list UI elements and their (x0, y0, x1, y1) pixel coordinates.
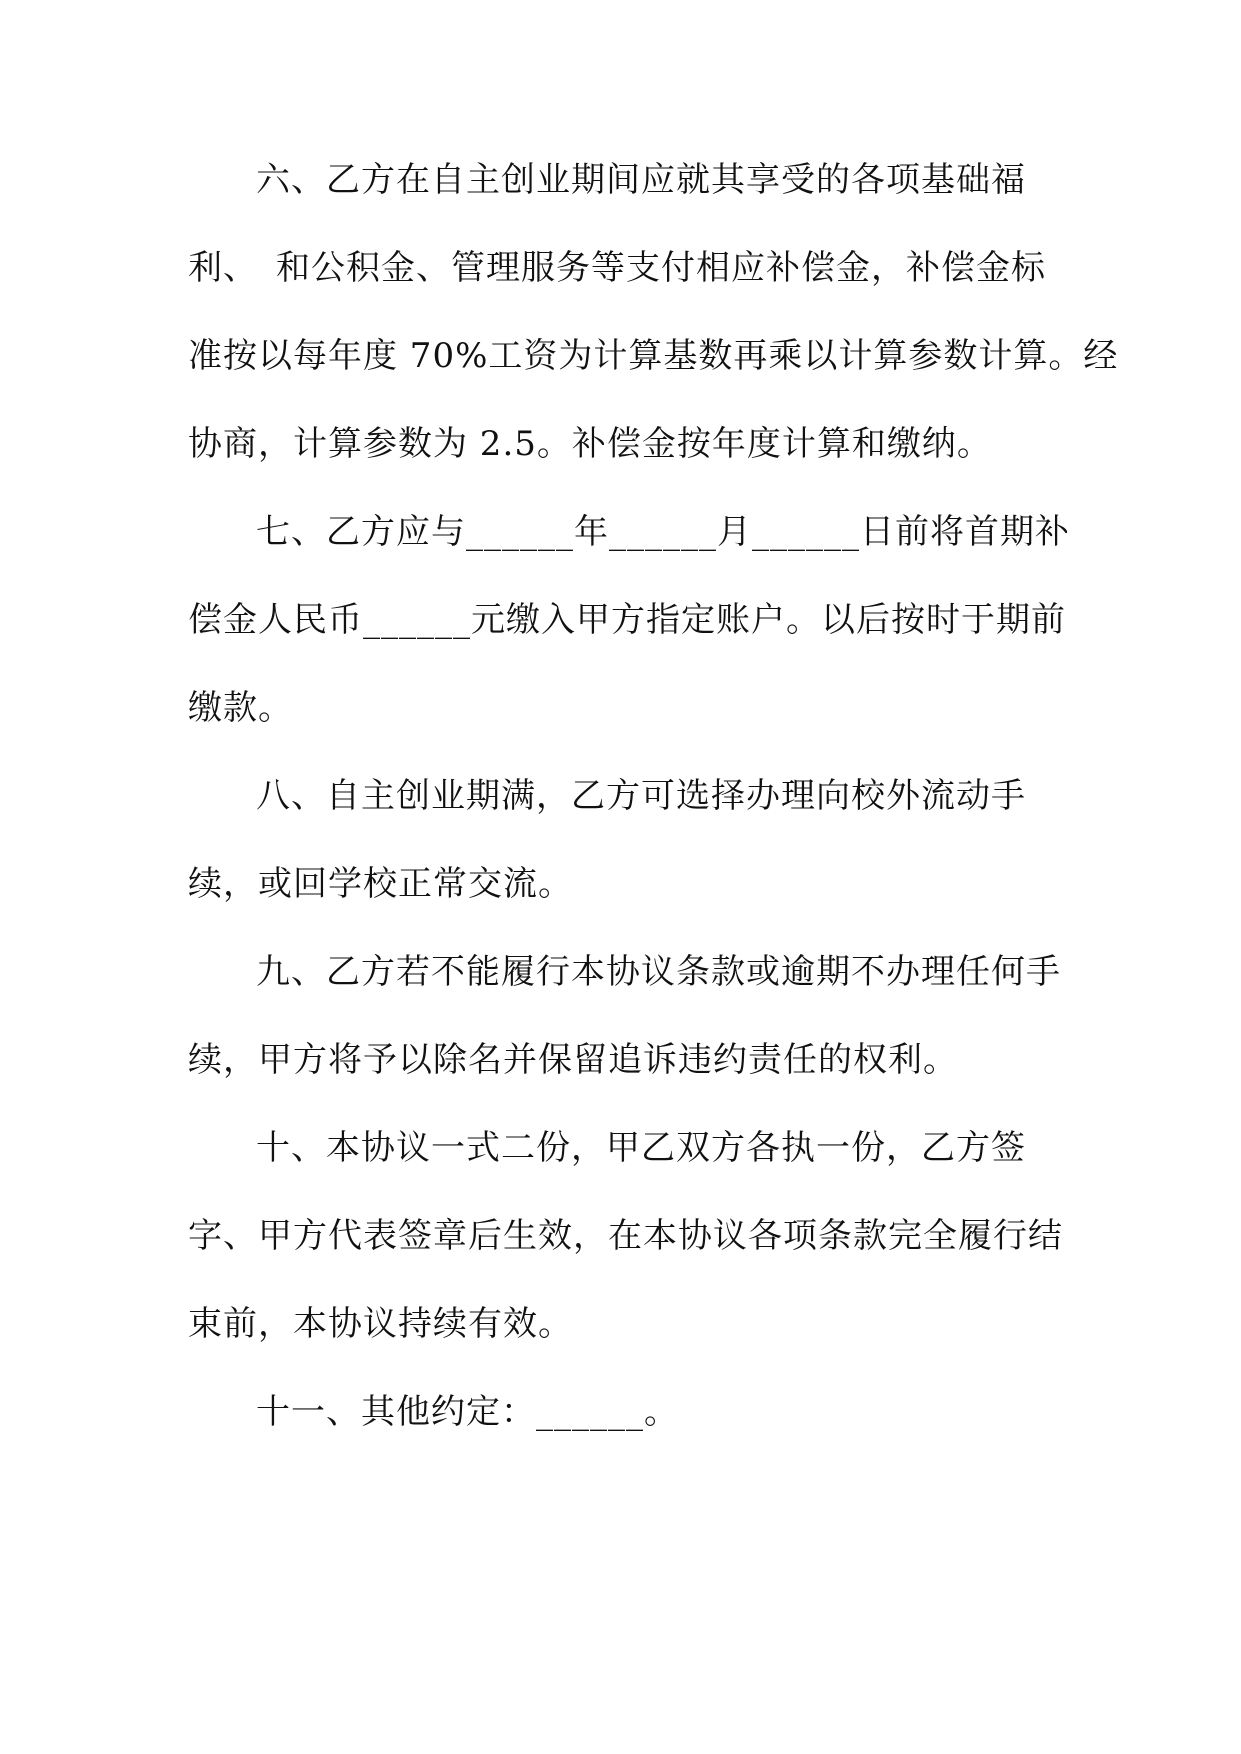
clause-7-line-2: 偿金人民币______元缴入甲方指定账户。以后按时于期前 (188, 600, 1066, 640)
clause-11-line-1: 十一、其他约定：______。 (256, 1392, 679, 1432)
clause-7-line-1: 七、乙方应与______年______月______日前将首期补 (256, 512, 1070, 552)
clause-8-line-1: 八、自主创业期满，乙方可选择办理向校外流动手 (256, 776, 1026, 816)
clause-10-line-2: 字、甲方代表签章后生效，在本协议各项条款完全履行结 (188, 1216, 1063, 1256)
clause-7-line-3: 缴款。 (188, 688, 293, 728)
clause-10-line-3: 束前，本协议持续有效。 (188, 1304, 573, 1344)
clause-9-line-2: 续，甲方将予以除名并保留追诉违约责任的权利。 (188, 1040, 958, 1080)
clause-6-line-4: 协商，计算参数为 2.5。补偿金按年度计算和缴纳。 (188, 424, 992, 464)
clause-9-line-1: 九、乙方若不能履行本协议条款或逾期不办理任何手 (256, 952, 1061, 992)
clause-6-line-1: 六、乙方在自主创业期间应就其享受的各项基础福 (256, 160, 1026, 200)
clause-6-line-3: 准按以每年度 70%工资为计算基数再乘以计算参数计算。经 (188, 336, 1119, 376)
clause-10-line-1: 十、本协议一式二份，甲乙双方各执一份，乙方签 (256, 1128, 1026, 1168)
clause-6-line-2: 利、 和公积金、管理服务等支付相应补偿金，补偿金标 (188, 248, 1046, 288)
clause-8-line-2: 续，或回学校正常交流。 (188, 864, 573, 904)
